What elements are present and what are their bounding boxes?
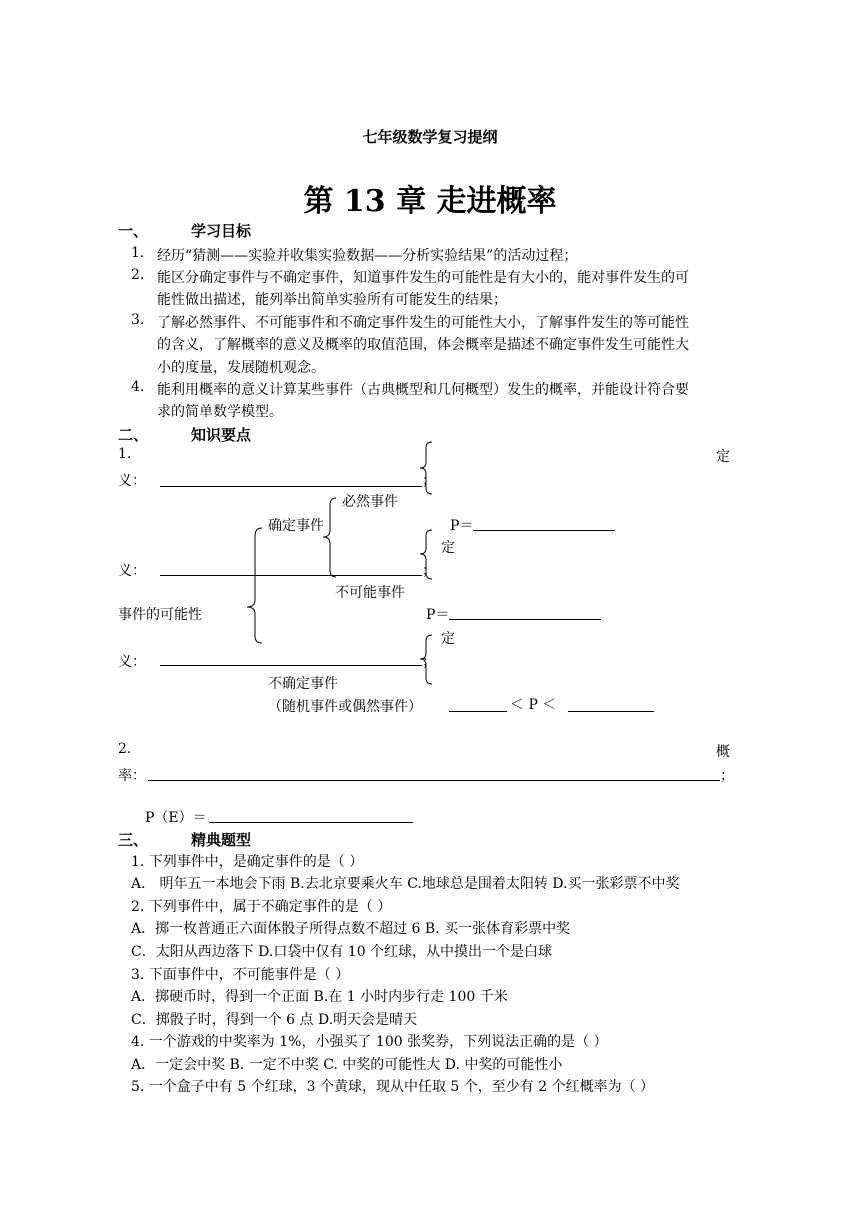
sec2-number: 二、 xyxy=(118,426,149,444)
range-blank-right[interactable] xyxy=(568,711,654,712)
p-eq-2: P＝ xyxy=(426,607,450,623)
kp2-blank[interactable] xyxy=(148,780,720,781)
kp1-ding-2: 定 xyxy=(441,540,455,556)
sec1-title: 学习目标 xyxy=(191,222,252,240)
q2-stem: 2. 下列事件中，属于不确定事件的是（ ） xyxy=(131,899,392,915)
goal-3-line-1: 了解必然事件、不可能事件和不确定事件发生的可能性大小，了解事件发生的等可能性 xyxy=(157,315,689,331)
goal-3-line-3: 小的度量，发展随机观念。 xyxy=(157,360,325,376)
kp2-number: 2. xyxy=(118,741,132,757)
goal-4-line-1: 能利用概率的意义计算某些事件（古典概型和几何概型）发生的概率，并能设计符合要 xyxy=(157,382,689,398)
q2-options-2: C．太阳从西边落下 D.口袋中仅有 10 个红球，从中摸出一个是白球 xyxy=(131,944,553,960)
kp1-semi-1: ； xyxy=(422,473,436,489)
goal-3-num: 3. xyxy=(131,312,145,328)
kp2-gai: 概 xyxy=(716,744,730,760)
p-eq-1: P＝ xyxy=(450,518,474,534)
chapter-title: 第 13 章 走进概率 xyxy=(303,184,557,219)
goal-2-line-1: 能区分确定事件与不确定事件，知道事件发生的可能性是有大小的，能对事件发生的可 xyxy=(157,270,689,286)
p-blank-1[interactable] xyxy=(473,530,615,531)
goal-2-num: 2. xyxy=(131,267,145,283)
label-bu-ke-neng: 不可能事件 xyxy=(335,585,405,601)
kp1-yi-3: 义： xyxy=(118,654,146,670)
q4-stem: 4. 一个游戏的中奖率为 1%，小强买了 100 张奖券，下列说法正确的是（ ） xyxy=(131,1034,608,1050)
q2-options-1: A．掷一枚普通正六面体骰子所得点数不超过 6 B. 买一张体育彩票中奖 xyxy=(131,921,571,937)
q1-stem: 1. 下列事件中，是确定事件的是（ ） xyxy=(131,854,364,870)
kp1-blank-2[interactable] xyxy=(160,575,422,576)
q3-stem: 3. 下面事件中，不可能事件是（ ） xyxy=(131,967,350,983)
kp1-ding-1: 定 xyxy=(716,449,730,465)
kp2-semi: ； xyxy=(720,768,734,784)
kp1-semi-2: ； xyxy=(422,563,436,579)
range-lt: ＜ P ＜ xyxy=(510,697,557,713)
range-blank-left[interactable] xyxy=(449,711,507,712)
pe-blank[interactable] xyxy=(209,822,413,823)
goal-2-line-2: 能性做出描述，能列举出简单实验所有可能发生的结果； xyxy=(157,292,507,308)
sec1-number: 一、 xyxy=(118,222,149,240)
q3-options-2: C．掷骰子时，得到一个 6 点 D.明天会是晴天 xyxy=(131,1012,418,1028)
q5-stem: 5. 一个盒子中有 5 个红球，3 个黄球，现从中任取 5 个，至少有 2 个红概率为（ ） xyxy=(131,1079,655,1095)
goal-4-num: 4. xyxy=(131,379,145,395)
label-bu-que-ding: 不确定事件 xyxy=(268,676,338,692)
q1-options: A． 明年五一本地会下雨 B.去北京要乘火车 C.地球总是围着太阳转 D.买一张彩票不中奖 xyxy=(131,876,680,892)
p-blank-2[interactable] xyxy=(449,619,601,620)
kp2-lv: 率： xyxy=(118,768,146,784)
label-que-ding: 确定事件 xyxy=(268,518,324,534)
q4-options: A．一定会中奖 B. 一定不中奖 C. 中奖的可能性大 D. 中奖的可能性小 xyxy=(131,1057,563,1073)
kp1-yi-2: 义： xyxy=(118,563,146,579)
kp1-blank-1[interactable] xyxy=(160,486,422,487)
kp1-blank-3[interactable] xyxy=(160,665,422,666)
label-sui-ji: （随机事件或偶然事件） xyxy=(268,699,422,715)
kp1-yi-1: 义： xyxy=(118,473,146,489)
kp1-number: 1. xyxy=(118,446,132,462)
sec3-number: 三、 xyxy=(118,831,149,849)
goal-4-line-2: 求的简单数学模型。 xyxy=(157,404,283,420)
label-ke-neng-xing: 事件的可能性 xyxy=(118,607,202,623)
kp1-ding-3: 定 xyxy=(441,631,455,647)
kp1-semi-3: ； xyxy=(422,654,436,670)
goal-1-line-1: 经历“猜测——实验并收集实验数据——分析实验结果”的活动过程； xyxy=(157,248,578,264)
goal-3-line-2: 的含义，了解概率的意义及概率的取值范围，体会概率是描述不确定事件发生可能性大 xyxy=(157,337,689,353)
goal-1-num: 1. xyxy=(131,245,145,261)
sec3-title: 精典题型 xyxy=(191,831,252,849)
q3-options-1: A．掷硬币时，得到一个正面 B.在 1 小时内步行走 100 千米 xyxy=(131,989,508,1005)
sec2-title: 知识要点 xyxy=(191,426,252,444)
label-bi-ran: 必然事件 xyxy=(342,494,398,510)
doc-header: 七年级数学复习提纲 xyxy=(362,128,498,146)
pe-label: P（E）＝ xyxy=(145,810,207,826)
